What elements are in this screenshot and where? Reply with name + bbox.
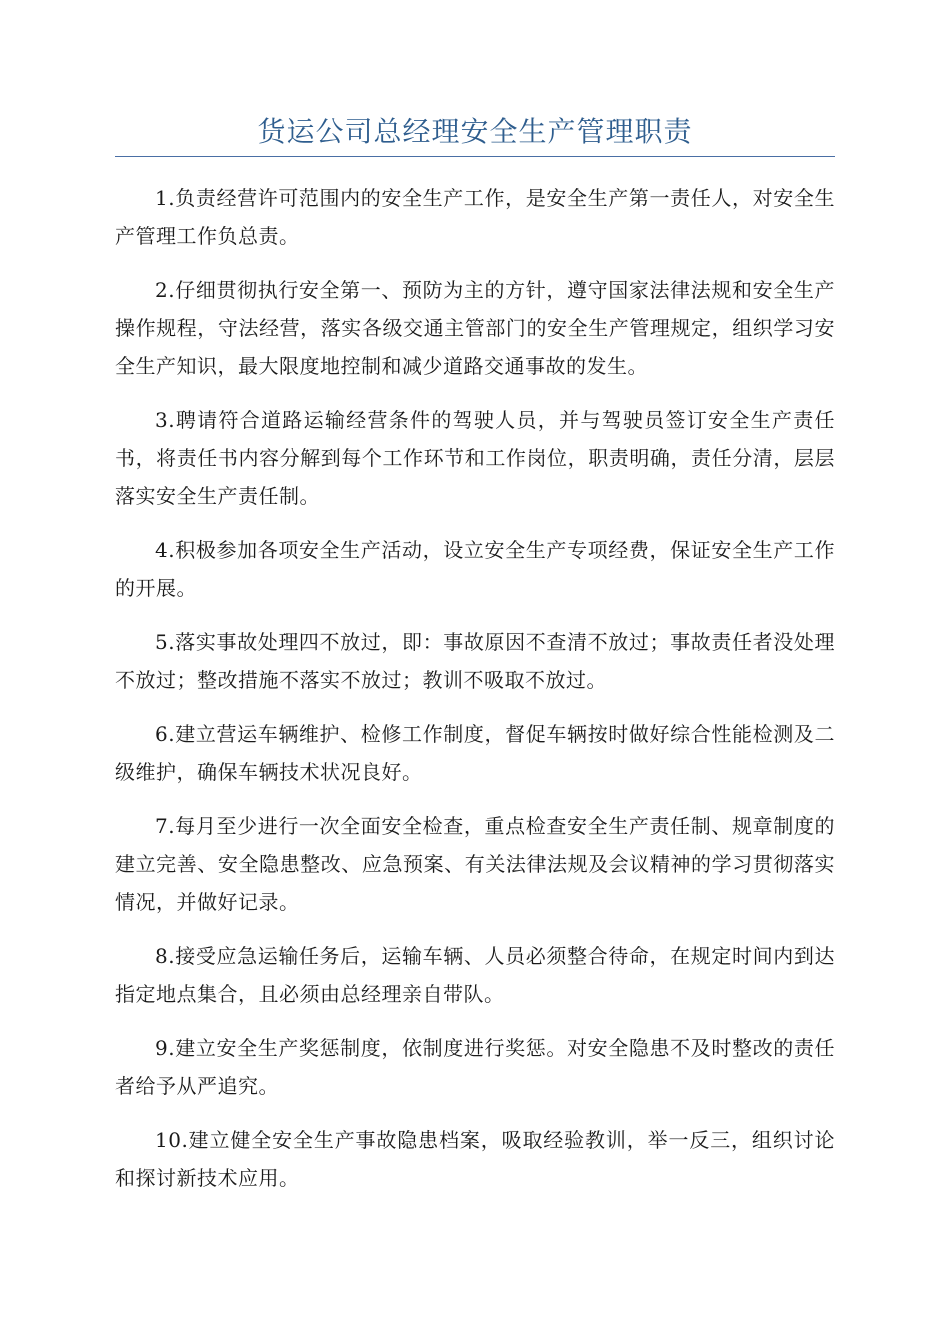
paragraph-5: 5.落实事故处理四不放过，即：事故原因不查清不放过；事故责任者没处理不放过；整改措施不落实不放过；教训不吸取不放过。: [115, 630, 835, 692]
title-block: [115, 0, 835, 157]
paragraph-1: 1.负责经营许可范围内的安全生产工作，是安全生产第一责任人，对安全生产管理工作负总责。: [115, 186, 835, 248]
paragraph-4: 4.积极参加各项安全生产活动，设立安全生产专项经费，保证安全生产工作的开展。: [115, 538, 835, 600]
paragraph-3: 3.聘请符合道路运输经营条件的驾驶人员，并与驾驶员签订安全生产责任书，将责任书内容分解到每个工作环节和工作岗位，职责明确，责任分清，层层落实安全生产责任制。: [115, 408, 835, 508]
paragraph-2: 2.仔细贯彻执行安全第一、预防为主的方针，遵守国家法律法规和安全生产操作规程，守法经营，落实各级交通主管部门的安全生产管理规定，组织学习安全生产知识，最大限度地控制和减少道路交通事故的发生。: [115, 278, 835, 378]
document-body: [115, 157, 835, 1197]
page-title: 货运公司总经理安全生产管理职责: [257, 115, 693, 148]
paragraph-8: 8.接受应急运输任务后，运输车辆、人员必须整合待命，在规定时间内到达指定地点集合，且必须由总经理亲自带队。: [115, 944, 835, 1006]
paragraph-9: 9.建立安全生产奖惩制度，依制度进行奖惩。对安全隐患不及时整改的责任者给予从严追究。: [115, 1036, 835, 1098]
paragraph-10: 10.建立健全安全生产事故隐患档案，吸取经验教训，举一反三，组织讨论和探讨新技术应用。: [115, 1128, 835, 1190]
paragraph-6: 6.建立营运车辆维护、检修工作制度，督促车辆按时做好综合性能检测及二级维护，确保车辆技术状况良好。: [115, 722, 835, 784]
paragraph-7: 7.每月至少进行一次全面安全检查，重点检查安全生产责任制、规章制度的建立完善、安全隐患整改、应急预案、有关法律法规及会议精神的学习贯彻落实情况，并做好记录。: [115, 814, 835, 914]
